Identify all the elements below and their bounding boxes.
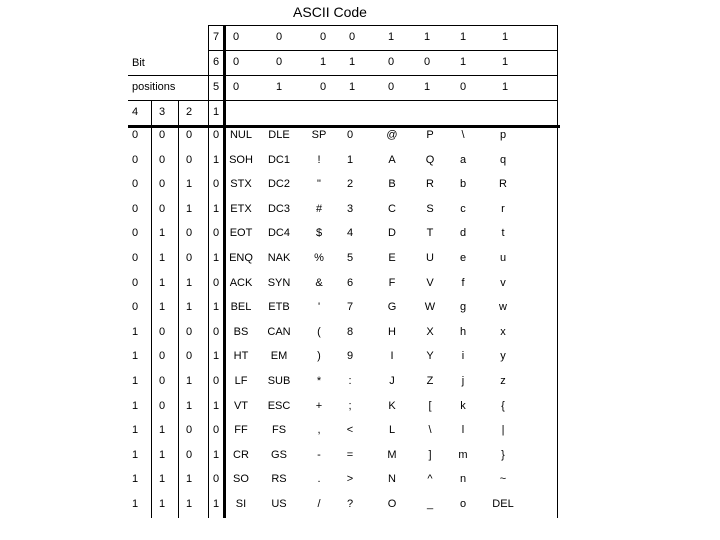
row-bit-value: 0 (131, 178, 139, 191)
ascii-char-cell: - (317, 448, 321, 461)
ascii-char-cell: m (458, 448, 468, 461)
row-bit-value: 0 (212, 227, 220, 240)
row-bit-value: 1 (212, 498, 220, 510)
row-bit-value: 1 (212, 350, 220, 363)
bit-header-value: 0 (387, 56, 395, 68)
bit-header-value: 1 (387, 31, 395, 43)
ascii-char-cell: ) (317, 350, 321, 363)
ascii-char-cell: . (317, 473, 321, 486)
ascii-char-cell: q (499, 153, 507, 166)
ascii-char-cell: LF (234, 375, 248, 387)
row-bit-value: 1 (185, 473, 193, 486)
row-bit-value: 0 (158, 129, 166, 141)
ascii-char-cell: L (388, 424, 396, 437)
row-bit-value: 0 (185, 227, 193, 240)
row-bit-value: 0 (212, 375, 220, 387)
ascii-char-cell: \ (461, 129, 465, 141)
bit-header-value: 0 (459, 81, 467, 93)
ascii-char-cell: A (388, 153, 396, 166)
ascii-char-cell: , (317, 424, 321, 437)
ascii-char-cell: : (348, 375, 352, 387)
ascii-char-cell: R (499, 178, 507, 191)
ascii-char-cell: % (314, 252, 324, 264)
ascii-char-cell: W (424, 301, 436, 314)
ascii-char-cell: J (389, 375, 395, 387)
bit-header-value: 3 (158, 106, 166, 118)
ascii-char-cell: k (460, 399, 466, 412)
ascii-char-cell: { (501, 399, 505, 412)
ascii-char-cell: B (388, 178, 396, 191)
ascii-char-cell: Y (426, 350, 434, 363)
row-bit-value: 1 (212, 252, 220, 264)
ascii-char-cell: ( (317, 325, 321, 338)
ascii-char-cell: NUL (229, 129, 252, 141)
ascii-char-cell: | (501, 424, 505, 437)
row-bit-value: 1 (158, 473, 166, 486)
ascii-char-cell: P (426, 129, 434, 141)
ascii-char-cell: 0 (346, 129, 354, 141)
row-bit-value: 1 (131, 473, 139, 486)
ascii-char-cell: Q (425, 153, 435, 166)
bit-header-value: 0 (348, 31, 356, 43)
ascii-char-cell: RS (271, 473, 287, 486)
ascii-char-cell: ' (317, 301, 321, 314)
ascii-char-cell: DEL (492, 498, 514, 510)
ascii-char-cell: I (390, 350, 394, 363)
bit-header-value: 1 (275, 81, 283, 93)
ascii-char-cell: O (387, 498, 397, 510)
ascii-char-cell: & (315, 276, 323, 289)
ascii-char-cell: Z (426, 375, 434, 387)
row-bit-value: 0 (158, 202, 166, 215)
ascii-char-cell: 1 (346, 153, 354, 166)
ascii-char-cell: G (387, 301, 397, 314)
bit-header-value: 0 (232, 31, 240, 43)
ascii-char-cell: \ (428, 424, 432, 437)
ascii-char-cell: DLE (268, 129, 290, 141)
row-bit-value: 1 (158, 227, 166, 240)
ascii-char-cell: " (317, 178, 321, 191)
table-header-rule (208, 50, 558, 51)
ascii-char-cell: n (459, 473, 467, 486)
bit-header-value: 0 (232, 56, 240, 68)
ascii-char-cell: CR (233, 448, 249, 461)
ascii-char-cell: x (500, 325, 506, 338)
ascii-char-cell: ACK (229, 276, 253, 289)
ascii-char-cell: SUB (267, 375, 291, 387)
bit-header-value: 4 (131, 106, 139, 118)
ascii-char-cell: SI (235, 498, 247, 510)
bit-header-value: 1 (319, 56, 327, 68)
ascii-char-cell: v (500, 276, 506, 289)
ascii-char-cell: 7 (346, 301, 354, 314)
table-divider-main (223, 25, 226, 518)
ascii-char-cell: f (461, 276, 465, 289)
ascii-char-cell: DC4 (267, 227, 290, 240)
bit-header-value: 2 (185, 106, 193, 118)
bit-header-value: 1 (348, 81, 356, 93)
row-bit-value: 1 (185, 301, 193, 314)
ascii-char-cell: SP (311, 129, 327, 141)
ascii-char-cell: 5 (346, 252, 354, 264)
ascii-char-cell: r (501, 202, 505, 215)
ascii-char-cell: $ (315, 227, 323, 240)
row-bit-value: 1 (131, 375, 139, 387)
row-bit-value: 0 (185, 153, 193, 166)
bit-header-value: 0 (275, 56, 283, 68)
ascii-char-cell: SYN (267, 276, 291, 289)
ascii-char-cell: CAN (267, 325, 291, 338)
ascii-char-cell: ENQ (229, 252, 253, 264)
ascii-char-cell: ? (346, 498, 354, 510)
positions-label: positions (132, 81, 176, 93)
row-bit-value: 0 (185, 448, 193, 461)
row-bit-value: 1 (158, 498, 166, 510)
bit-header-value: 1 (501, 56, 509, 68)
ascii-char-cell: d (459, 227, 467, 240)
table-header-rule (208, 25, 558, 26)
bit-header-value: 1 (212, 106, 220, 118)
row-bit-value: 1 (158, 276, 166, 289)
ascii-char-cell: H (388, 325, 396, 338)
row-bit-value: 0 (131, 252, 139, 264)
row-bit-value: 1 (212, 399, 220, 412)
ascii-char-cell: HT (233, 350, 249, 363)
row-bit-value: 1 (158, 252, 166, 264)
ascii-char-cell: D (388, 227, 396, 240)
ascii-char-cell: } (501, 448, 505, 461)
row-bit-value: 0 (158, 375, 166, 387)
ascii-char-cell: 3 (346, 202, 354, 215)
ascii-char-cell: # (315, 202, 323, 215)
row-bit-value: 0 (185, 129, 193, 141)
row-bit-value: 1 (212, 301, 220, 314)
bit-header-value: 5 (212, 81, 220, 93)
ascii-char-cell: c (460, 202, 466, 215)
row-bit-value: 0 (158, 178, 166, 191)
ascii-char-cell: 2 (346, 178, 354, 191)
ascii-char-cell: F (388, 276, 396, 289)
ascii-char-cell: N (388, 473, 396, 486)
row-bit-value: 0 (131, 153, 139, 166)
ascii-char-cell: 4 (346, 227, 354, 240)
row-bit-value: 0 (212, 325, 220, 338)
table-divider-bit-col (208, 25, 209, 518)
bit-header-value: 1 (501, 81, 509, 93)
ascii-char-cell: a (459, 153, 467, 166)
row-bit-value: 1 (185, 498, 193, 510)
ascii-char-cell: R (426, 178, 434, 191)
bit-header-value: 7 (212, 31, 220, 43)
bit-header-value: 0 (319, 81, 327, 93)
ascii-char-cell: M (387, 448, 397, 461)
ascii-char-cell: o (459, 498, 467, 510)
row-bit-value: 0 (185, 424, 193, 437)
ascii-char-cell: h (459, 325, 467, 338)
row-bit-value: 1 (131, 399, 139, 412)
row-bit-value: 1 (158, 448, 166, 461)
bit-header-value: 0 (423, 56, 431, 68)
ascii-char-cell: NAK (267, 252, 291, 264)
row-bit-value: 0 (158, 399, 166, 412)
row-bit-value: 0 (131, 202, 139, 215)
ascii-char-cell: l (461, 424, 465, 437)
ascii-char-cell: FF (234, 424, 248, 437)
bit-header-value: 1 (423, 81, 431, 93)
bit-header-value: 0 (319, 31, 327, 43)
row-bit-value: 0 (158, 153, 166, 166)
bit-header-value: 6 (212, 56, 220, 68)
row-bit-value: 0 (185, 325, 193, 338)
bit-header-value: 1 (459, 31, 467, 43)
bit-header-value: 1 (423, 31, 431, 43)
row-bit-value: 1 (131, 325, 139, 338)
table-header-rule (128, 100, 558, 101)
row-bit-value: 1 (212, 448, 220, 461)
ascii-char-cell: @ (386, 129, 398, 141)
row-bit-value: 1 (131, 424, 139, 437)
row-bit-value: 0 (158, 325, 166, 338)
ascii-char-cell: t (501, 227, 505, 240)
ascii-char-cell: ~ (499, 473, 507, 486)
ascii-char-cell: / (317, 498, 321, 510)
ascii-char-cell: p (499, 129, 507, 141)
ascii-char-cell: 6 (346, 276, 354, 289)
ascii-char-cell: ] (428, 448, 432, 461)
ascii-char-cell: C (388, 202, 396, 215)
page-title: ASCII Code (293, 4, 367, 20)
row-bit-value: 1 (158, 424, 166, 437)
row-bit-value: 0 (131, 301, 139, 314)
row-bit-value: 1 (131, 350, 139, 363)
row-bit-value: 0 (212, 129, 220, 141)
ascii-char-cell: > (346, 473, 354, 486)
row-bit-value: 0 (212, 473, 220, 486)
ascii-char-cell: 9 (346, 350, 354, 363)
ascii-char-cell: j (461, 375, 465, 387)
row-bit-value: 1 (158, 301, 166, 314)
ascii-char-cell: BEL (230, 301, 252, 314)
bit-header-value: 1 (459, 56, 467, 68)
ascii-char-cell: g (459, 301, 467, 314)
ascii-char-cell: GS (271, 448, 287, 461)
table-border-right (557, 25, 558, 518)
ascii-char-cell: ETX (230, 202, 252, 215)
ascii-char-cell: u (499, 252, 507, 264)
table-header-rule (128, 75, 558, 76)
ascii-char-cell: e (459, 252, 467, 264)
ascii-char-cell: S (426, 202, 434, 215)
ascii-char-cell: z (500, 375, 506, 387)
ascii-char-cell: i (461, 350, 465, 363)
ascii-char-cell: EOT (229, 227, 253, 240)
row-bit-value: 0 (185, 350, 193, 363)
ascii-char-cell: K (388, 399, 396, 412)
row-bit-value: 1 (212, 153, 220, 166)
ascii-char-cell: * (316, 375, 322, 387)
bit-header-value: 0 (275, 31, 283, 43)
row-bit-value: 1 (185, 202, 193, 215)
ascii-char-cell: E (388, 252, 396, 264)
row-bit-value: 1 (185, 399, 193, 412)
ascii-char-cell: [ (428, 399, 432, 412)
ascii-char-cell: U (426, 252, 434, 264)
ascii-char-cell: BS (233, 325, 249, 338)
row-bit-value: 0 (131, 276, 139, 289)
row-bit-value: 0 (131, 129, 139, 141)
ascii-char-cell: y (500, 350, 506, 363)
row-bit-value: 0 (158, 350, 166, 363)
ascii-char-cell: _ (426, 498, 434, 510)
ascii-char-cell: ! (317, 153, 321, 166)
ascii-char-cell: VT (233, 399, 249, 412)
row-bit-value: 0 (212, 276, 220, 289)
ascii-char-cell: STX (230, 178, 252, 191)
bit-header-value: 1 (348, 56, 356, 68)
bit-header-value: 0 (232, 81, 240, 93)
ascii-char-cell: w (499, 301, 507, 314)
ascii-char-cell: V (426, 276, 434, 289)
ascii-char-cell: SOH (229, 153, 253, 166)
ascii-char-cell: DC1 (267, 153, 290, 166)
ascii-char-cell: b (459, 178, 467, 191)
ascii-char-cell: US (271, 498, 287, 510)
ascii-char-cell: ESC (267, 399, 291, 412)
bit-header-value: 1 (501, 31, 509, 43)
row-bit-value: 1 (185, 178, 193, 191)
row-bit-value: 1 (185, 375, 193, 387)
ascii-char-cell: T (426, 227, 434, 240)
ascii-char-cell: DC2 (267, 178, 290, 191)
row-bit-value: 1 (131, 498, 139, 510)
ascii-char-cell: FS (271, 424, 287, 437)
row-bit-value: 0 (212, 424, 220, 437)
ascii-char-cell: + (315, 399, 323, 412)
bit-header-value: 0 (387, 81, 395, 93)
row-bit-value: 1 (212, 202, 220, 215)
ascii-char-cell: = (346, 448, 354, 461)
ascii-char-cell: X (426, 325, 434, 338)
row-bit-value: 0 (185, 252, 193, 264)
ascii-char-cell: 8 (346, 325, 354, 338)
ascii-char-cell: ETB (268, 301, 290, 314)
ascii-char-cell: ^ (427, 473, 433, 486)
row-bit-value: 0 (212, 178, 220, 191)
ascii-char-cell: < (346, 424, 354, 437)
ascii-char-cell: DC3 (267, 202, 290, 215)
row-bit-value: 0 (131, 227, 139, 240)
row-bit-value: 1 (131, 448, 139, 461)
ascii-char-cell: ; (348, 399, 352, 412)
ascii-char-cell: EM (270, 350, 288, 363)
bit-label: Bit (132, 57, 145, 69)
row-bit-value: 1 (185, 276, 193, 289)
ascii-char-cell: SO (233, 473, 249, 486)
